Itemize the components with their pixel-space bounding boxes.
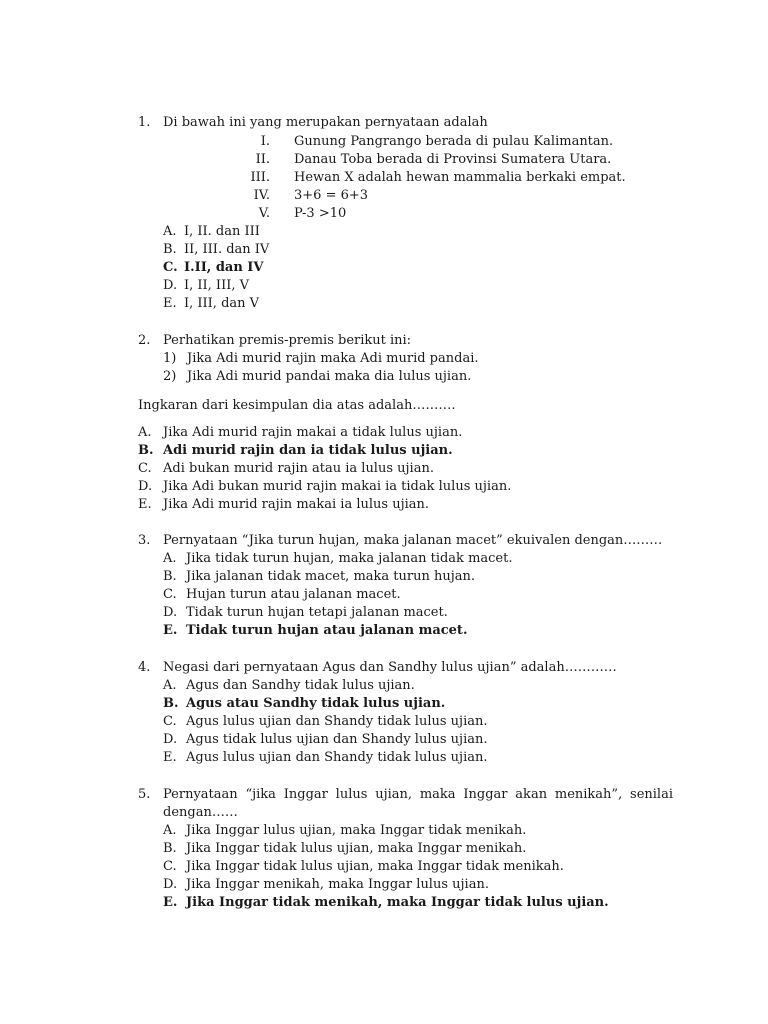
option-text-correct: Adi murid rajin dan ia tidak lulus ujian.	[163, 443, 453, 458]
question-number: 4.	[138, 660, 151, 675]
option-text: Agus lulus ujian dan Shandy tidak lulus ujian.	[186, 750, 488, 765]
statement-number: III.	[250, 170, 270, 185]
option-letter: A.	[163, 678, 177, 693]
option-letter: C.	[138, 461, 152, 476]
premise-number: 2)	[163, 369, 177, 384]
option-text: Adi bukan murid rajin atau ia lulus ujian.	[163, 461, 434, 476]
option-text: Agus lulus ujian dan Shandy tidak lulus ujian.	[186, 714, 488, 729]
option-text-correct: Agus atau Sandhy tidak lulus ujian.	[186, 696, 446, 711]
question-text-continued: dengan……	[163, 805, 238, 820]
option-text-correct: I.II, dan IV	[184, 260, 264, 275]
question-text: Perhatikan premis-premis berikut ini:	[163, 333, 412, 348]
question-number: 1.	[138, 115, 151, 130]
statement-text: Hewan X adalah hewan mammalia berkaki empat.	[294, 170, 626, 185]
option-letter: A.	[163, 823, 177, 838]
statement-text: P-3 >10	[294, 206, 347, 221]
option-letter: B.	[163, 242, 177, 257]
statement-number: I.	[260, 134, 270, 149]
option-letter: D.	[138, 479, 153, 494]
statement-number: IV.	[253, 188, 270, 203]
option-letter: D.	[163, 605, 178, 620]
premise-text: Jika Adi murid pandai maka dia lulus ujian.	[187, 369, 472, 384]
statement-text: Gunung Pangrango berada di pulau Kalimantan.	[294, 134, 614, 149]
sub-question-text: Ingkaran dari kesimpulan dia atas adalah……….	[138, 398, 456, 413]
option-text: Agus tidak lulus ujian dan Shandy lulus ujian.	[186, 732, 488, 747]
option-letter: D.	[163, 732, 178, 747]
option-text: Jika Inggar lulus ujian, maka Inggar tidak menikah.	[186, 823, 527, 838]
option-letter: C.	[163, 714, 177, 729]
option-letter: E.	[163, 750, 177, 765]
option-letter-correct: E.	[163, 623, 178, 638]
option-letter: A.	[163, 551, 177, 566]
option-letter-correct: B.	[138, 443, 154, 458]
option-text-correct: Tidak turun hujan atau jalanan macet.	[186, 623, 468, 638]
premise-text: Jika Adi murid rajin maka Adi murid pandai.	[187, 351, 479, 366]
option-letter: A.	[163, 224, 177, 239]
option-letter: E.	[138, 497, 152, 512]
option-text: I, III, dan V	[184, 296, 260, 311]
statement-number: V.	[258, 206, 270, 221]
option-text: Jika Inggar menikah, maka Inggar lulus ujian.	[186, 877, 489, 892]
option-text: I, II. dan III	[184, 224, 260, 239]
option-text: Jika jalanan tidak macet, maka turun hujan.	[186, 569, 476, 584]
question-text: Pernyataan “jika Inggar lulus ujian, maka Inggar akan menikah”, senilai	[163, 787, 673, 802]
option-letter: B.	[163, 841, 177, 856]
option-letter-correct: C.	[163, 260, 178, 275]
option-text: II, III. dan IV	[184, 242, 270, 257]
option-text: Tidak turun hujan tetapi jalanan macet.	[186, 605, 448, 620]
statement-text: 3+6 = 6+3	[294, 188, 369, 203]
option-text: Hujan turun atau jalanan macet.	[186, 587, 401, 602]
option-text: Jika Inggar tidak lulus ujian, maka Inggar menikah.	[186, 841, 527, 856]
option-text: Agus dan Sandhy tidak lulus ujian.	[186, 678, 415, 693]
option-text: Jika Inggar tidak lulus ujian, maka Inggar tidak menikah.	[186, 859, 564, 874]
option-letter: B.	[163, 569, 177, 584]
question-text: Di bawah ini yang merupakan pernyataan adalah	[163, 115, 488, 130]
statement-number: II.	[255, 152, 270, 167]
option-letter: E.	[163, 296, 177, 311]
option-text: Jika Adi murid rajin makai a tidak lulus ujian.	[163, 425, 463, 440]
option-text: Jika tidak turun hujan, maka jalanan tidak macet.	[186, 551, 513, 566]
question-text: Pernyataan “Jika turun hujan, maka jalanan macet” ekuivalen dengan………	[163, 533, 663, 548]
option-letter: A.	[138, 425, 152, 440]
premise-number: 1)	[163, 351, 177, 366]
option-letter: D.	[163, 278, 178, 293]
question-number: 2.	[138, 333, 151, 348]
option-letter: C.	[163, 587, 177, 602]
option-letter: C.	[163, 859, 177, 874]
option-letter: D.	[163, 877, 178, 892]
option-text: I, II, III, V	[184, 278, 249, 293]
statement-text: Danau Toba berada di Provinsi Sumatera Utara.	[294, 152, 612, 167]
option-text-correct: Jika Inggar tidak menikah, maka Inggar tidak lulus ujian.	[186, 895, 609, 910]
question-text: Negasi dari pernyataan Agus dan Sandhy lulus ujian” adalah…………	[163, 660, 617, 675]
question-number: 3.	[138, 533, 151, 548]
option-letter-correct: B.	[163, 696, 179, 711]
option-text: Jika Adi murid rajin makai ia lulus ujian.	[163, 497, 430, 512]
question-number: 5.	[138, 787, 151, 802]
option-text: Jika Adi bukan murid rajin makai ia tidak lulus ujian.	[163, 479, 512, 494]
option-letter-correct: E.	[163, 895, 178, 910]
